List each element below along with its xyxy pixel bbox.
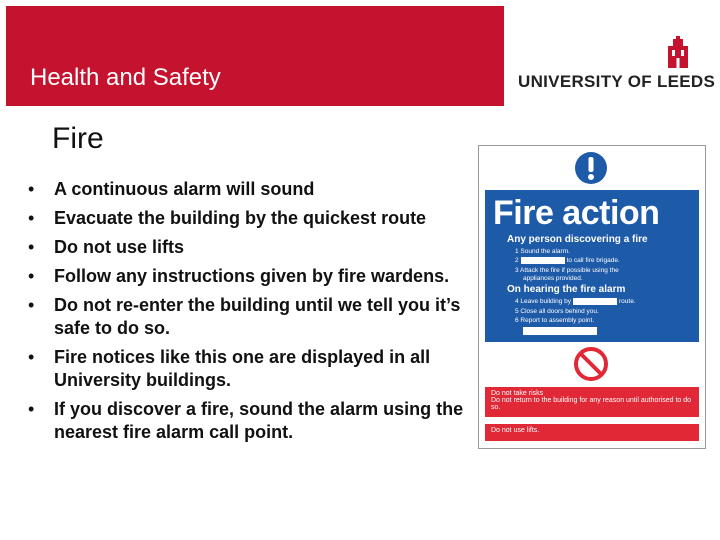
sign-discover-heading: Any person discovering a fire — [507, 234, 648, 245]
sign-step: 6 Report to assembly point. — [515, 317, 595, 324]
sign-blue-panel — [485, 190, 699, 342]
blank-field — [523, 327, 597, 335]
blank-field — [521, 257, 565, 264]
list-item: • Evacuate the building by the quickest route — [28, 208, 427, 228]
sign-step: 1 Sound the alarm. — [515, 248, 570, 255]
logo-text: UNIVERSITY OF LEEDS — [518, 72, 716, 91]
university-logo — [504, 6, 714, 106]
sign-warning: Do not take risks — [491, 390, 544, 397]
sign-step: 2 to call fire brigade. — [515, 257, 620, 265]
sign-lifts-warning: Do not use lifts. — [485, 424, 699, 441]
sign-alarm-heading: On hearing the fire alarm — [507, 284, 626, 295]
bullet-list — [28, 178, 468, 450]
bullet-icon: • — [28, 347, 35, 367]
tower-icon — [664, 36, 692, 68]
blank-field — [573, 298, 617, 305]
list-item: • A continuous alarm will sound — [28, 179, 315, 199]
sign-step: 3 Attack the fire if possible using the — [515, 267, 619, 274]
header-title: Health and Safety — [30, 64, 221, 91]
sign-warning-box — [485, 387, 699, 417]
bullet-icon: • — [28, 399, 35, 419]
bullet-icon: • — [28, 295, 35, 315]
fire-action-sign — [478, 145, 706, 449]
slide-title: Fire — [52, 122, 104, 155]
bullet-icon: • — [28, 266, 35, 286]
bullet-icon: • — [28, 179, 35, 199]
bullet-icon: • — [28, 237, 35, 257]
sign-warning: Do not return to the building for any reason until authorised to do so. — [491, 397, 692, 411]
prohibition-icon — [573, 346, 609, 382]
exclamation-icon — [574, 151, 608, 185]
sign-step: 4 Leave building by route. — [515, 298, 636, 306]
list-item: • Do not use lifts — [28, 237, 184, 257]
sign-title: Fire action — [493, 194, 660, 232]
list-item: • Follow any instructions given by fire wardens. — [28, 266, 450, 286]
bullet-icon: • — [28, 208, 35, 228]
header-banner — [6, 6, 714, 106]
sign-step: 5 Close all doors behind you. — [515, 308, 599, 315]
list-item: • Fire notices like this one are displayed in all University buildings. — [28, 347, 431, 390]
list-item: • Do not re-enter the building until we tell you it’s safe to do so. — [28, 295, 461, 338]
sign-step: appliances provided. — [523, 275, 583, 282]
list-item: • If you discover a fire, sound the alarm using the nearest fire alarm call point. — [28, 399, 464, 442]
